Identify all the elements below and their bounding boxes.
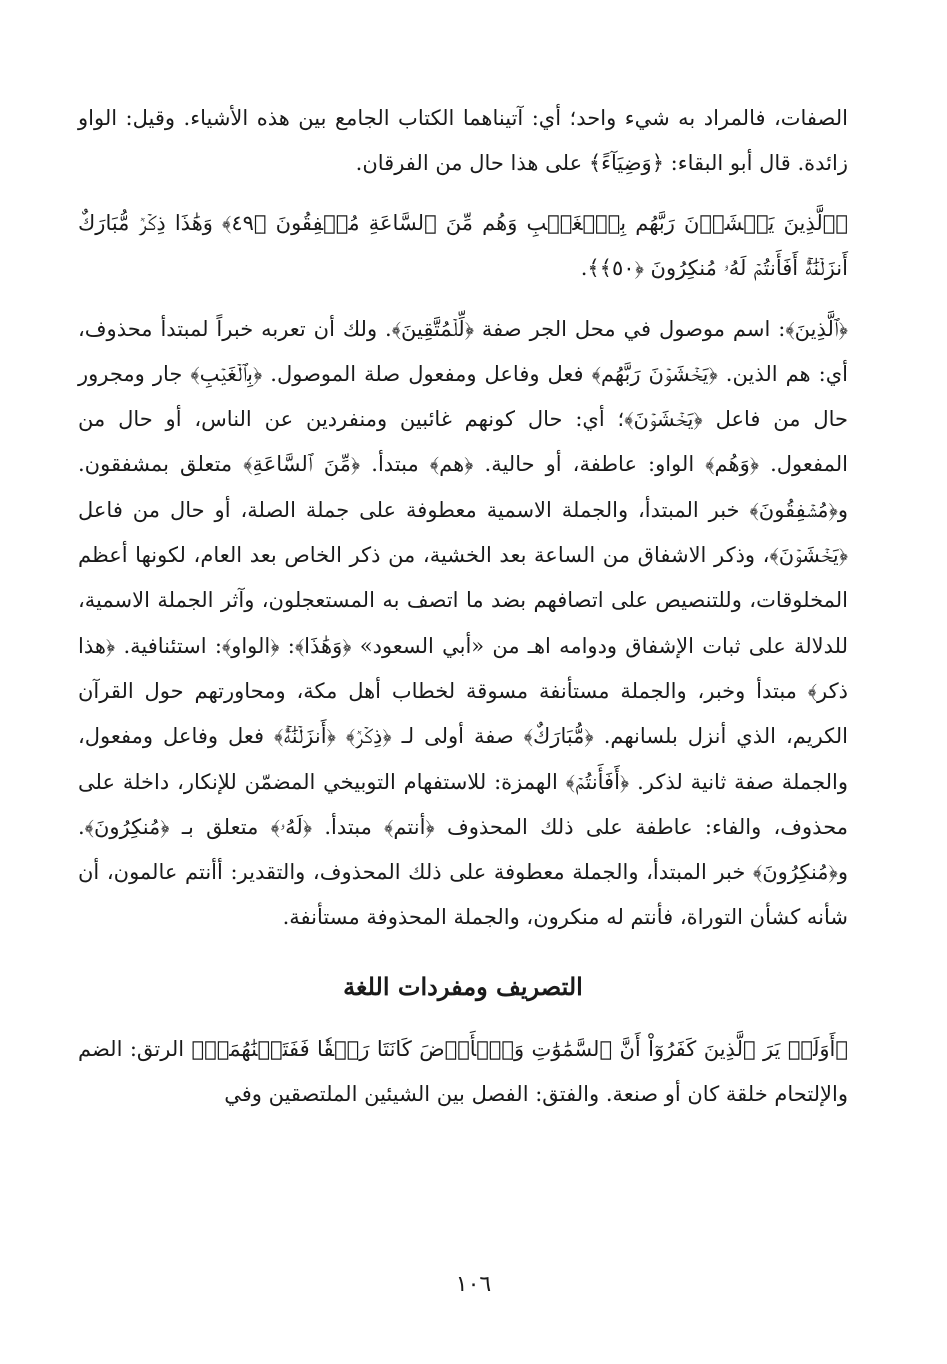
intro-paragraph — [78, 96, 848, 187]
quran-verse: ﴿ٱلَّذِينَ يَخۡشَوۡنَ رَبَّهُم بِٱلۡغَيۡبِ وَهُم مِّنَ ٱلسَّاعَةِ مُشۡفِقُونَ ﴿٤٩﴾ وَهَٰذَا ذِكۡرٞ مُّبَارَكٌ أَنزَلۡنَٰهُۚ أَفَأَنتُمۡ لَهُۥ مُنكِرُونَ ﴿٥٠﴾﴾. — [78, 210, 848, 280]
page-content — [78, 96, 848, 1117]
intro-line-2: وقيل: الواو زائدة. قال أبو البقاء: ﴿وَضِيَآءً﴾ على هذا حال من الفرقان. — [78, 106, 848, 176]
page-number: ١٠٦ — [455, 1272, 492, 1297]
intro-line-1: الصفات، فالمراد به شيء واحد؛ أي: آتيناهما الكتاب الجامع بين هذه الأشياء. — [183, 106, 848, 130]
section-heading: التصريف ومفردات اللغة — [343, 971, 583, 1001]
morphology-paragraph: ﴿أَوَلَمۡ يَرَ ٱلَّذِينَ كَفَرُوٓاْ أَنَّ ٱلسَّمَٰوَٰتِ وَٱلۡأَرۡضَ كَانَتَا رَتۡقٗا فَفَتَقۡنَٰهُمَاۖ﴾ الرتق: الضم والإلتحام خلقة كان أو صنعة. والفتق: الفصل بين الشيئين الملتصقين وفي — [78, 1036, 848, 1107]
grammar-analysis-paragraph: ﴿ٱلَّذِينَ﴾: اسم موصول في محل الجر صفة ﴿لِّلۡمُتَّقِينَ﴾. ولك أن تعربه خبراً لمبتدأ محذوف، أي: هم الذين. ﴿يَخۡشَوۡنَ رَبَّهُم﴾ فعل وفاعل ومفعول صلة الموصول. ﴿بِٱلۡغَيۡبِ﴾ جار ومجرور حال من فاعل ﴿يَخۡشَوۡنَ﴾؛ أي: حال كونهم غائبين ومنفردين عن الناس، أو حال من المفعول. ﴿وَهُم﴾ الواو: عاطفة، أو حالية. ﴿هم﴾ مبتدأ. ﴿مِّنَ ٱلسَّاعَةِ﴾ متعلق بمشفقون. و﴿مُشۡفِقُونَ﴾ خبر المبتدأ، والجملة الاسمية معطوفة على جملة الصلة، أو حال من فاعل ﴿يَخۡشَوۡنَ﴾، وذكر الاشفاق من الساعة بعد الخشية، من ذكر الخاص بعد العام، لكونها أعظم المخلوقات، وللتنصيص على اتصافهم بضد ما اتصف به المستعجلون، وآثر الجملة الاسمية، للدلالة على ثبات الإشفاق ودوامه اهـ من «أبي السعود» ﴿وَهَٰذَا﴾: ﴿الواو﴾: استئنافية. ﴿هذا ذكر﴾ مبتدأ وخبر، والجملة مستأنفة مسوقة لخطاب أهل مكة، ومحاورتهم حول القرآن الكريم، الذي أنزل بلسانهم. ﴿مُّبَارَكٌ﴾ صفة أولى لـ ﴿ذِكۡرٞ﴾ ﴿أَنزَلۡنَٰهُۚ﴾ فعل وفاعل ومفعول، والجملة صفة ثانية لذكر. ﴿أَفَأَنتُمۡ﴾ الهمزة: للاستفهام التوبيخي المضمّن للإنكار، داخلة على محذوف، والفاء: عاطفة على ذلك المحذوف ﴿أنتم﴾ مبتدأ. ﴿لَهُۥ﴾ متعلق بـ ﴿مُنكِرُونَ﴾. و﴿مُنكِرُونَ﴾ خبر المبتدأ، والجملة معطوفة على ذلك المحذوف، والتقدير: أأنتم عالمون، أن شأنه كشأن التوراة، فأنتم له منكرون، والجملة المحذوفة مستأنفة. — [78, 316, 848, 930]
